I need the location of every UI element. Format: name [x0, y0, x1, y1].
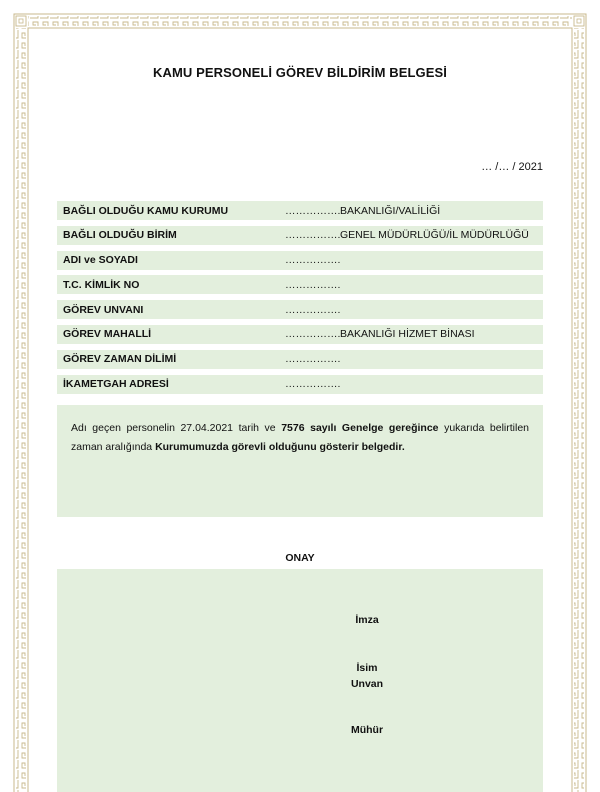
field-dots: ……………. — [285, 303, 341, 316]
field-dots: ……………. — [285, 204, 341, 217]
field-dots: ……………. — [285, 328, 341, 341]
field-dots: ……………. — [285, 378, 341, 391]
field-dots: ……………. — [285, 254, 341, 267]
field-row-institution — [57, 201, 543, 220]
field-value: GENEL MÜDÜRLÜĞÜ/İL MÜDÜRLÜĞÜ — [340, 229, 529, 242]
field-row-address — [57, 375, 543, 394]
field-row-job-title — [57, 300, 543, 319]
field-row-duty-location — [57, 325, 543, 344]
field-row-id-number — [57, 275, 543, 294]
field-value: BAKANLIĞI HİZMET BİNASI — [340, 328, 475, 341]
statement-circular-reference: 7576 sayılı Genelge gereğince — [281, 422, 439, 434]
field-row-name — [57, 251, 543, 270]
approval-heading: ONAY — [285, 552, 315, 564]
statement-text: Adı geçen personelin 27.04.2021 tarih ve — [71, 422, 282, 434]
statement-text: yukarıda belirtilen zaman aralığında — [71, 422, 530, 453]
field-row-unit — [57, 226, 543, 245]
field-row-duty-time — [57, 350, 543, 369]
field-dots: ……………. — [285, 229, 341, 242]
field-dots: ……………. — [285, 353, 341, 366]
field-dots: ……………. — [285, 278, 341, 291]
field-value: BAKANLIĞI/VALİLİĞİ — [340, 204, 441, 217]
statement-conclusion: Kurumumuzda görevli olduğunu gösterir belgedir. — [155, 441, 405, 453]
title-label: Unvan — [350, 678, 384, 690]
field-label: GÖREV MAHALLİ — [63, 328, 152, 341]
certification-statement — [57, 405, 543, 517]
signature-label: İmza — [355, 614, 379, 626]
field-label: GÖREV ZAMAN DİLİMİ — [63, 353, 177, 366]
field-label: T.C. KİMLİK NO — [63, 278, 140, 291]
field-label: BAĞLI OLDUĞU KAMU KURUMU — [63, 204, 229, 217]
document-date: … /… / 2021 — [481, 161, 543, 173]
document-title: KAMU PERSONELİ GÖREV BİLDİRİM BELGESİ — [152, 65, 448, 80]
approval-signature-box — [57, 569, 543, 792]
seal-label: Mühür — [350, 724, 384, 736]
field-label: İKAMETGAH ADRESİ — [63, 378, 169, 391]
field-label: BAĞLI OLDUĞU BİRİM — [63, 229, 177, 242]
name-label: İsim — [356, 662, 378, 674]
field-label: ADI ve SOYADI — [63, 254, 138, 267]
personnel-info-table — [57, 201, 543, 399]
field-label: GÖREV UNVANI — [63, 303, 144, 316]
